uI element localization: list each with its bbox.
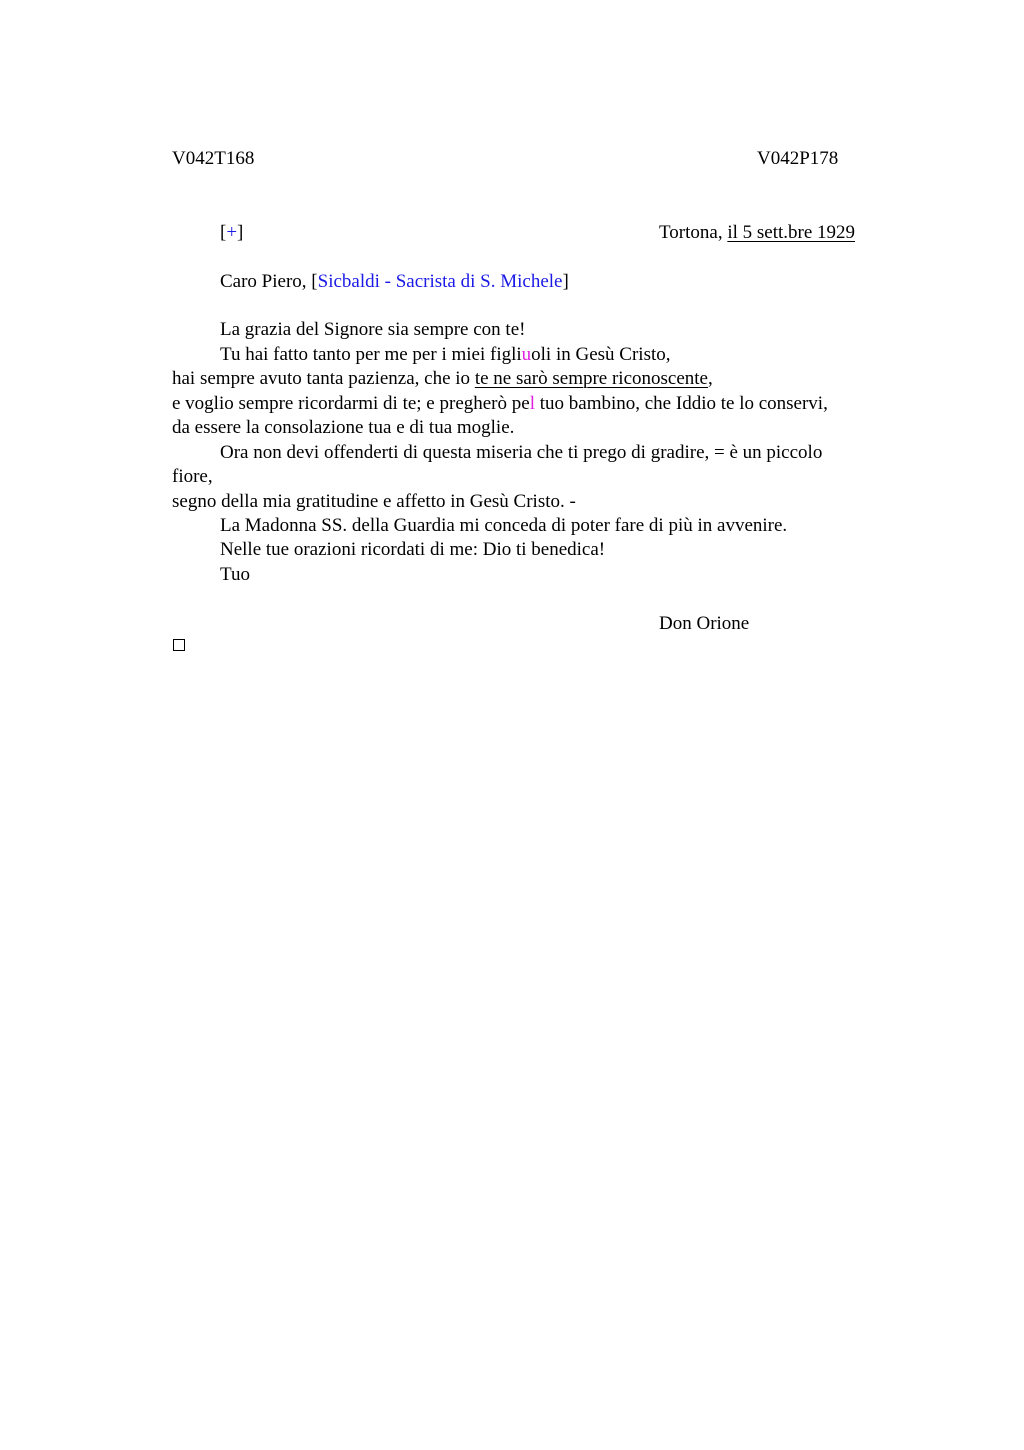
date-text: il 5 sett.bre 1929 <box>727 222 856 243</box>
correction-mark: l <box>529 393 535 414</box>
body-line-2-end: oli in Gesù Cristo, <box>531 344 671 365</box>
body-line-8: segno della mia gratitudine e affetto in Gesù Cristo. - <box>172 491 576 512</box>
body-line-5: da essere la consolazione tua e di tua moglie. <box>172 417 515 438</box>
body-line-3-end: , <box>708 368 713 389</box>
editorial-note: Sicbaldi - Sacrista di S. Michele <box>317 271 563 292</box>
place-text: Tortona, <box>659 222 728 243</box>
cross-open-bracket: [ <box>220 222 227 243</box>
cross-symbol: + <box>226 222 238 243</box>
place-date <box>659 223 855 242</box>
body-line-9: La Madonna SS. della Guardia mi conceda di poter fare di più in avvenire. <box>220 515 788 536</box>
greeting-close: ] <box>562 271 569 292</box>
left-reference-code: V042T168 <box>172 148 255 169</box>
body-line-10: Nelle tue orazioni ricordati di me: Dio ti benedica! <box>220 539 606 560</box>
salutation <box>220 272 569 291</box>
body-line-2 <box>220 345 671 364</box>
end-of-document-box-icon <box>173 639 185 651</box>
correction-mark: u <box>521 344 532 365</box>
cross-mark <box>220 223 243 242</box>
body-line-2-start: Tu hai fatto tanto per me per i miei figli <box>220 344 522 365</box>
greeting-text: Caro Piero, [ <box>220 271 318 292</box>
body-line-4 <box>172 394 828 413</box>
body-line-4-start: e voglio sempre ricordarmi di te; e pregherò pe <box>172 393 530 414</box>
body-line-3-start: hai sempre avuto tanta pazienza, che io <box>172 368 475 389</box>
body-line-7: fiore, <box>172 466 213 487</box>
signature: Don Orione <box>659 613 750 634</box>
body-line-1: La grazia del Signore sia sempre con te! <box>220 319 526 340</box>
closing-word: Tuo <box>220 564 250 585</box>
underlined-phrase: te ne sarò sempre riconoscente <box>474 368 708 389</box>
body-line-6: Ora non devi offenderti di questa miseria che ti prego di gradire, = è un piccolo <box>220 442 823 463</box>
right-reference-code: V042P178 <box>757 148 839 169</box>
body-line-4-end: tuo bambino, che Iddio te lo conservi, <box>534 393 828 414</box>
cross-close-bracket: ] <box>237 222 244 243</box>
body-line-3 <box>172 369 713 388</box>
